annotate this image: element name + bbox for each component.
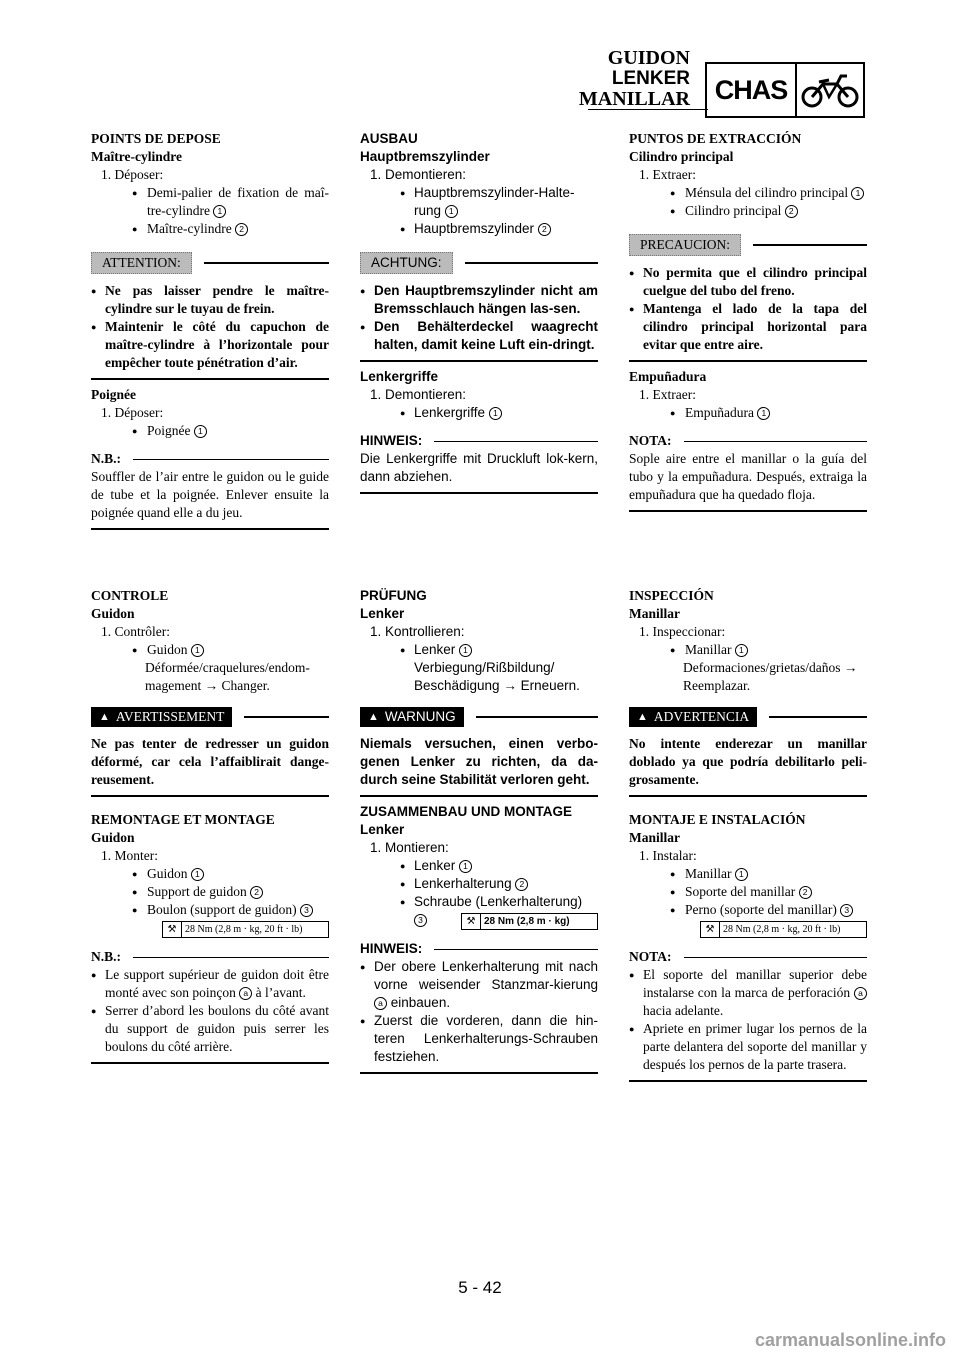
es-list-item: ● Soporte del manillar 2 [629, 883, 867, 901]
wrench-icon: ⚒ [462, 914, 481, 929]
note-item: ● Apriete en primer lugar los pernos de la parte delantera del soporte del manillar y después los pernos de la parte trasera. [629, 1020, 867, 1074]
de-detail: Verbiegung/Rißbildung/ Beschädigung → Erneuern. [414, 660, 580, 693]
fr-heading: POINTS DE DEPOSE [91, 131, 221, 146]
motorcycle-icon [797, 64, 863, 116]
callout-number: 1 [489, 407, 502, 420]
page-number: 5 - 42 [458, 1278, 502, 1297]
de-list-item: ● Lenker 1 [360, 641, 598, 659]
fr-step: 1. Déposer: [101, 167, 164, 182]
note-item: ● El soporte del manillar superior debe instalarse con la marca de perforación a hacia adelante. [629, 966, 867, 1020]
es-sub-grip: Empuñadura [629, 369, 707, 384]
de-list-item: ● Lenker 1 [360, 857, 598, 875]
callout-number: 2 [515, 878, 528, 891]
warning-icon: ▲ [637, 711, 648, 723]
fr-list-item: ● Support de guidon 2 [91, 883, 329, 901]
es-step: 1. Extraer: [639, 387, 696, 402]
fr-list-item: ● Maître-cylindre 2 [91, 220, 329, 238]
es-step: 1. Extraer: [639, 167, 696, 182]
es-sub-handlebar: Manillar [629, 606, 680, 621]
warning-icon: ▲ [99, 711, 110, 723]
es-heading: PUNTOS DE EXTRACCIÓN [629, 131, 802, 146]
fr-list-item: ● Boulon (support de guidon) 3 [91, 901, 329, 919]
de-list-item: ● Schraube (Lenkerhalterung) [360, 893, 598, 911]
caution-item: ● Mantenga el lado de la tapa del cilindro principal horizontal para evitar que entre aire. [629, 300, 867, 354]
callout-number: 2 [785, 205, 798, 218]
callout-number: 2 [250, 886, 263, 899]
section-badge [705, 62, 865, 118]
de-step: 1. Kontrollieren: [370, 624, 465, 639]
callout-number: 1 [191, 868, 204, 881]
note-label: HINWEIS: [360, 433, 423, 448]
callout-number: 1 [459, 644, 472, 657]
title-de: LENKER [611, 68, 690, 89]
de-step: 1. Demontieren: [370, 167, 467, 182]
callout-letter: a [239, 987, 252, 1000]
note-text: Sople aire entre el manillar o la guía del tubo y la empuñadura. Después, extraiga la empuñadura que ha quedado floja. [629, 451, 867, 502]
fr-list-item: ● Guidon 1 [91, 641, 329, 659]
callout-letter: a [374, 997, 387, 1010]
es-step: 1. Instalar: [639, 848, 697, 863]
caution-item: ● Maintenir le côté du capuchon de maître-cylindre à l’horizontale pour empêcher toute pénétration d’air. [91, 318, 329, 372]
es-list-item: ● Ménsula del cilindro principal 1 [629, 184, 867, 202]
fr-detail: Déformée/craquelures/endom-magement → Changer. [145, 660, 310, 693]
wrench-icon: ⚒ [163, 922, 182, 937]
caution-label: ACHTUNG: [360, 252, 453, 274]
de-step: 1. Demontieren: [370, 387, 467, 402]
fr-step: 1. Déposer: [101, 405, 164, 420]
es-removal-section [629, 130, 867, 512]
fr-sub-master-cylinder: Maître-cylindre [91, 149, 182, 164]
note-label: NOTA: [629, 949, 672, 964]
note-label: N.B.: [91, 451, 121, 466]
fr-sub-grip: Poignée [91, 387, 136, 402]
fr-heading: REMONTAGE ET MONTAGE [91, 812, 275, 827]
warning-text: Niemals versuchen, einen verbo-genen Lenker zu richten, da da-durch seine Stabilität verloren geht. [360, 736, 598, 787]
de-list-item: ● Hauptbremszylinder-Halte-rung 1 [360, 184, 598, 220]
de-list-item: ● Lenkerhalterung 2 [360, 875, 598, 893]
fr-step: 1. Monter: [101, 848, 158, 863]
caution-item: ● Ne pas laisser pendre le maître-cylindre sur le tuyau de frein. [91, 282, 329, 318]
page-header-titles [579, 48, 690, 110]
header-underline [588, 109, 708, 110]
fr-sub-handlebar: Guidon [91, 606, 135, 621]
callout-number: 1 [735, 868, 748, 881]
de-sub-handlebar: Lenker [360, 606, 405, 621]
fr-step: 1. Contrôler: [101, 624, 170, 639]
de-sub-handlebar: Lenker [360, 822, 405, 837]
fr-heading: CONTROLE [91, 588, 169, 603]
callout-number: 2 [799, 886, 812, 899]
warning-text: Ne pas tenter de redresser un guidon déformé, car cela l’affaiblirait dange-reusement. [91, 736, 329, 787]
es-step: 1. Inspeccionar: [639, 624, 726, 639]
callout-number: 1 [757, 407, 770, 420]
callout-number: 1 [735, 644, 748, 657]
fr-list-item: ● Guidon 1 [91, 865, 329, 883]
de-heading: PRÜFUNG [360, 588, 427, 603]
de-step: 1. Montieren: [370, 840, 449, 855]
note-label: NOTA: [629, 433, 672, 448]
callout-number: 1 [445, 205, 458, 218]
callout-number: 3 [840, 904, 853, 917]
callout-number: 1 [191, 644, 204, 657]
de-inspection-section [360, 587, 598, 1074]
callout-number: 1 [459, 860, 472, 873]
note-text: Die Lenkergriffe mit Druckluft lok-kern, dann abziehen. [360, 451, 598, 484]
note-item: ● Serrer d’abord les boulons du côté avant du support de guidon puis serrer les boulons du côté arrière. [91, 1002, 329, 1056]
de-list-item: ● Hauptbremszylinder 2 [360, 220, 598, 238]
es-heading: INSPECCIÓN [629, 588, 714, 603]
caution-label: ATTENTION: [91, 252, 192, 274]
callout-number: 1 [851, 187, 864, 200]
warning-label: ▲ WARNUNG [360, 707, 464, 727]
de-sub-grip: Lenkergriffe [360, 369, 439, 384]
torque-spec: ⚒ 28 Nm (2,8 m · kg, 20 ft · lb) [162, 921, 329, 938]
title-fr: GUIDON [607, 47, 690, 69]
de-heading: AUSBAU [360, 131, 418, 146]
note-label: HINWEIS: [360, 941, 423, 956]
de-heading: ZUSAMMENBAU UND MONTAGE [360, 804, 572, 819]
warning-icon: ▲ [368, 711, 379, 723]
section-code: CHAS [707, 64, 797, 116]
note-label: N.B.: [91, 949, 121, 964]
watermark: carmanualsonline.info [754, 1330, 946, 1350]
note-item: ● Zuerst die vorderen, dann die hin-teren Lenkerhalterungs-Schrauben festziehen. [360, 1012, 598, 1066]
note-item: ● Le support supérieur de guidon doit être monté avec son poinçon a à l’avant. [91, 966, 329, 1002]
fr-list-item: ● Poignée 1 [91, 422, 329, 440]
de-sub-master-cylinder: Hauptbremszylinder [360, 149, 490, 164]
torque-spec: ⚒ 28 Nm (2,8 m · kg, 20 ft · lb) [700, 921, 867, 938]
fr-inspection-section [91, 587, 329, 1064]
note-item: ● Der obere Lenkerhalterung mit nach vorne weisender Stanzmar-kierung a einbauen. [360, 958, 598, 1012]
warning-text: No intente enderezar un manillar doblado ya que podría debilitarlo peli-grosamente. [629, 736, 867, 787]
callout-number: 2 [538, 223, 551, 236]
es-sub-handlebar: Manillar [629, 830, 680, 845]
es-list-item: ● Manillar 1 [629, 641, 867, 659]
fr-list-item: ● Demi-palier de fixation de maî-tre-cylindre 1 [91, 184, 329, 220]
es-detail: Deformaciones/grietas/daños → Reemplazar. [683, 660, 858, 693]
es-list-item: ● Empuñadura 1 [629, 404, 867, 422]
callout-number: 1 [213, 205, 226, 218]
callout-letter: a [854, 987, 867, 1000]
es-sub-master-cylinder: Cilindro principal [629, 149, 734, 164]
note-text: Souffler de l’air entre le guidon ou le guide de tube et la poignée. Enlever ensuite la poignée quand elle a du jeu. [91, 469, 329, 520]
title-es: MANILLAR [578, 87, 690, 110]
callout-number: 2 [235, 223, 248, 236]
caution-item: ● Den Hauptbremszylinder nicht am Bremsschlauch hängen las-sen. [360, 282, 598, 318]
torque-spec: ⚒ 28 Nm (2,8 m · kg) [461, 913, 598, 930]
de-removal-section [360, 130, 598, 494]
caution-label: PRECAUCION: [629, 234, 741, 256]
caution-item: ● No permita que el cilindro principal cuelgue del tubo del freno. [629, 264, 867, 300]
es-heading: MONTAJE E INSTALACIÓN [629, 812, 806, 827]
es-inspection-section [629, 587, 867, 1082]
es-list-item: ● Manillar 1 [629, 865, 867, 883]
caution-item: ● Den Behälterdeckel waagrecht halten, damit keine Luft ein-dringt. [360, 318, 598, 354]
es-list-item: ● Cilindro principal 2 [629, 202, 867, 220]
warning-label: ▲ ADVERTENCIA [629, 707, 757, 727]
callout-number: 3 [414, 914, 427, 927]
fr-removal-section [91, 130, 329, 530]
callout-number: 3 [300, 904, 313, 917]
wrench-icon: ⚒ [701, 922, 720, 937]
callout-number: 1 [194, 425, 207, 438]
de-list-item: ● Lenkergriffe 1 [360, 404, 598, 422]
fr-sub-handlebar: Guidon [91, 830, 135, 845]
warning-label: ▲ AVERTISSEMENT [91, 707, 232, 727]
es-list-item: ● Perno (soporte del manillar) 3 [629, 901, 867, 919]
